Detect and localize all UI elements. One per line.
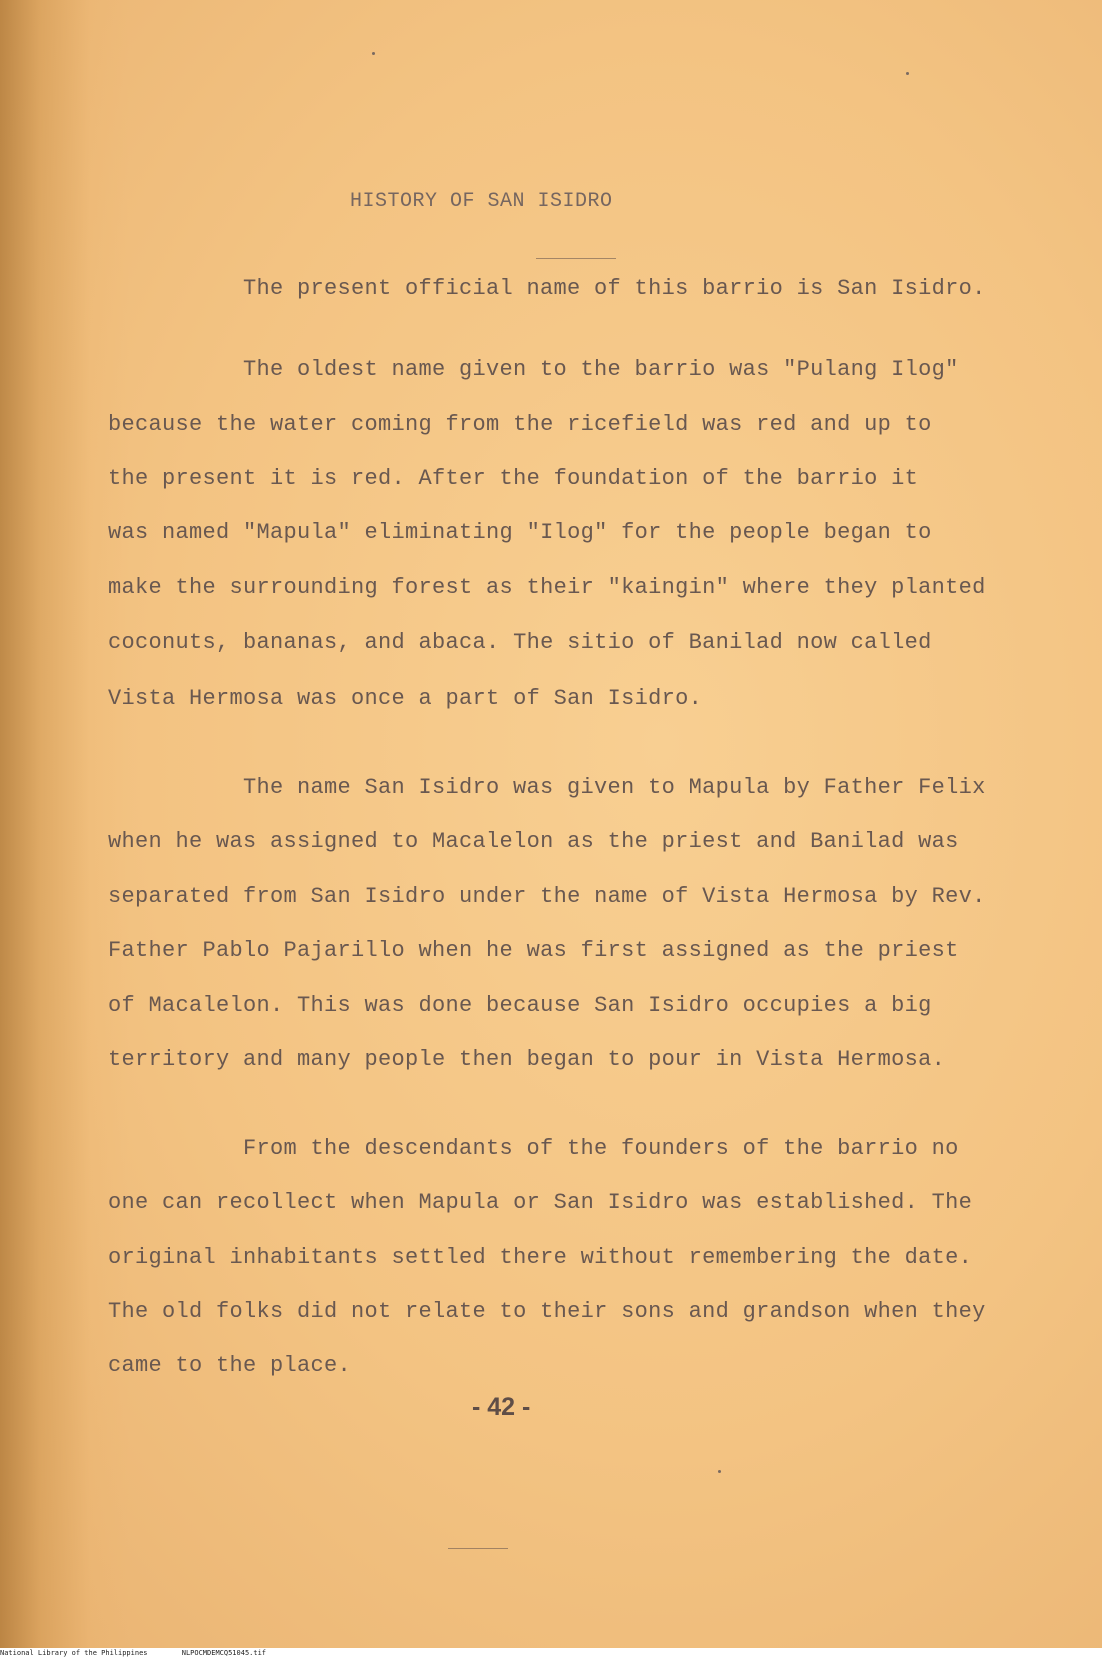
paragraph-line: of Macalelon. This was done because San Isidro occupies a big	[108, 993, 932, 1018]
paragraph-line: separated from San Isidro under the name of Vista Hermosa by Rev.	[108, 884, 986, 909]
paragraph-line: From the descendants of the founders of the barrio no	[243, 1136, 959, 1161]
paragraph-line: The present official name of this barrio is San Isidro.	[243, 276, 986, 301]
paragraph-line: Father Pablo Pajarillo when he was first assigned as the priest	[108, 938, 959, 963]
pencil-mark	[536, 258, 616, 259]
paragraph-line: The oldest name given to the barrio was "Pulang Ilog"	[243, 357, 959, 382]
page-number: - 42 -	[472, 1393, 531, 1421]
paragraph-line: The old folks did not relate to their sons and grandson when they	[108, 1299, 986, 1324]
pencil-mark	[448, 1548, 508, 1549]
paragraph-line: original inhabitants settled there without remembering the date.	[108, 1245, 973, 1270]
paragraph-line: Vista Hermosa was once a part of San Isidro.	[108, 686, 703, 711]
footer-library: National Library of the Philippines	[0, 1649, 148, 1657]
paragraph-line: make the surrounding forest as their "kaingin" where they planted	[108, 575, 986, 600]
paragraph-line: territory and many people then began to pour in Vista Hermosa.	[108, 1047, 946, 1072]
paragraph-line: coconuts, bananas, and abaca. The sitio of Banilad now called	[108, 630, 932, 655]
paragraph-line: came to the place.	[108, 1353, 352, 1378]
paragraph-line: one can recollect when Mapula or San Isidro was established. The	[108, 1190, 973, 1215]
paragraph-line: The name San Isidro was given to Mapula by Father Felix	[243, 775, 986, 800]
paragraph-line: was named "Mapula" eliminating "Ilog" for the people began to	[108, 520, 932, 545]
footer-file: NLPOCMDEMCQ51045.tif	[181, 1649, 267, 1657]
paragraph-line: because the water coming from the ricefield was red and up to	[108, 412, 932, 437]
paper-speck	[906, 72, 909, 75]
paragraph-line: when he was assigned to Macalelon as the priest and Banilad was	[108, 829, 959, 854]
document-title: HISTORY OF SAN ISIDRO	[350, 190, 613, 213]
paragraph-line: the present it is red. After the foundation of the barrio it	[108, 466, 919, 491]
paper-speck	[718, 1470, 721, 1473]
scan-footer	[0, 1648, 1102, 1658]
paper-speck	[372, 52, 375, 55]
